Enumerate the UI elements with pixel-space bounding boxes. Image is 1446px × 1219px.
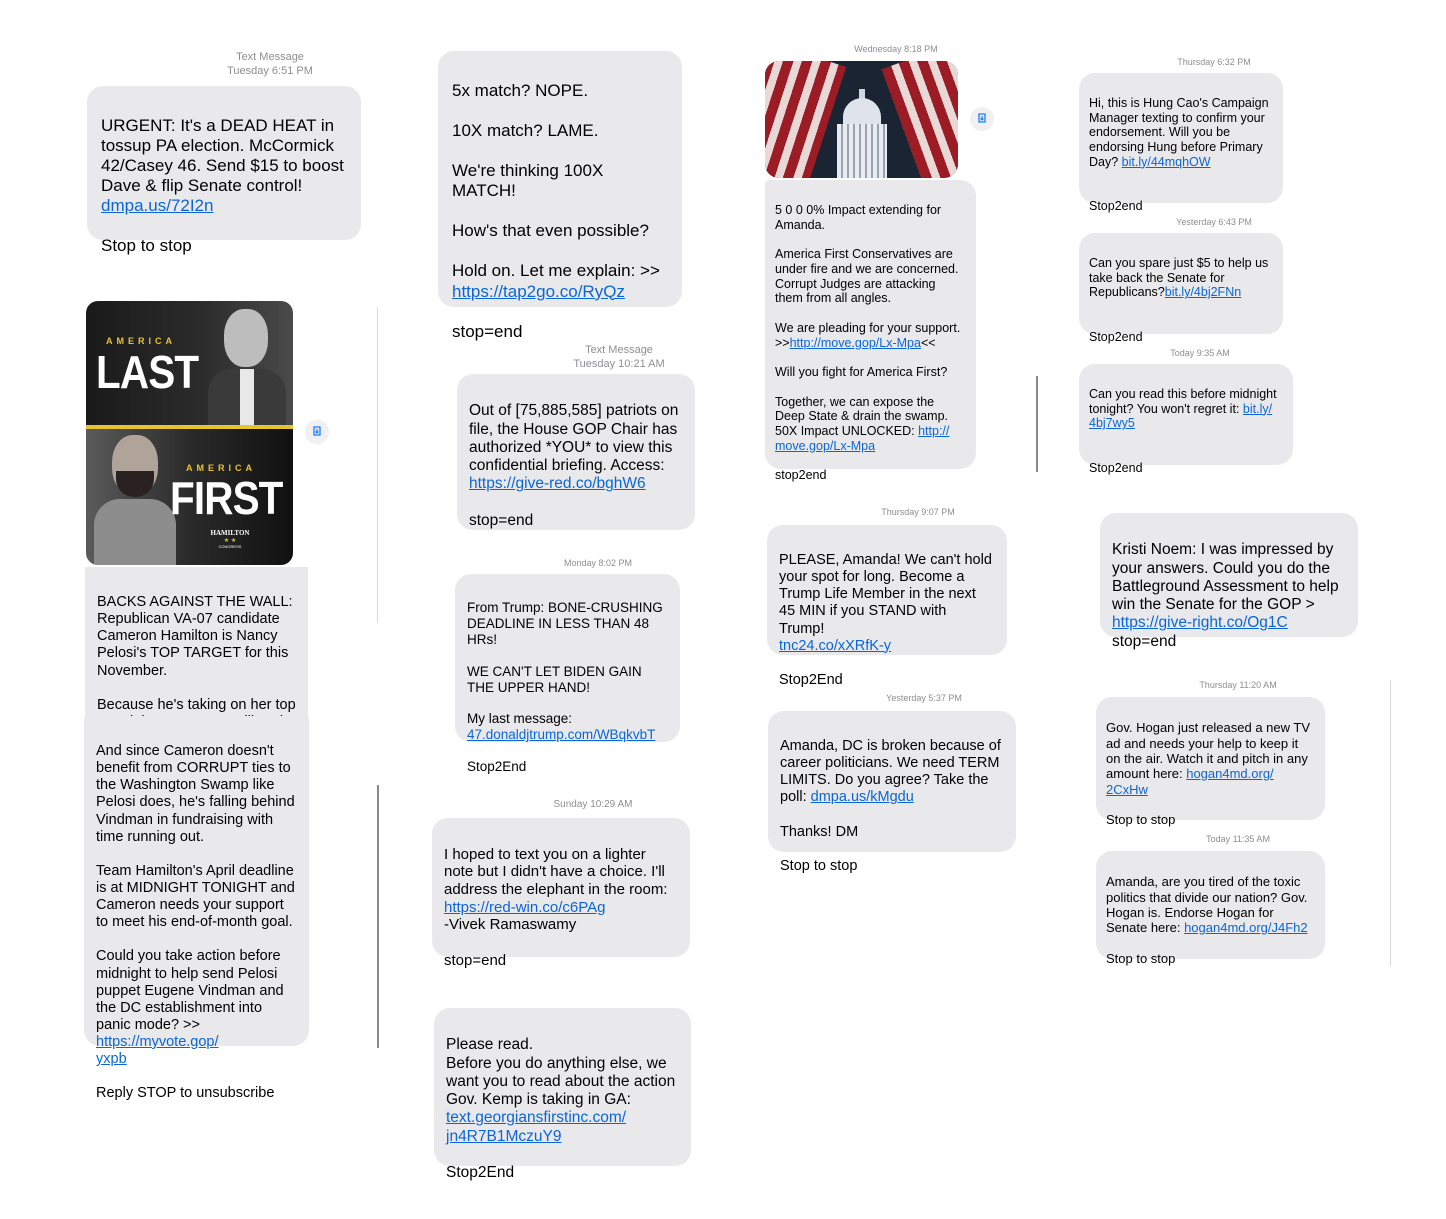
message-text: Amanda, DC is broken because of career politicians. We need TERM LIMITS. Do you agree? Take the poll: (780, 738, 1001, 806)
message-link[interactable]: bit.ly/ 4bj7wy5 (1089, 401, 1273, 431)
timestamp: Thursday 11:20 AM (1199, 680, 1277, 690)
message-text: Reply STOP to unsubscribe (96, 1085, 275, 1102)
message-text: 5x match? NOPE. 10X match? LAME. We're thinking 100X MATCH! How's that even possible? Hold on. Let me explain: >> (452, 81, 660, 281)
message-bubble (457, 374, 695, 530)
timestamp: Monday 8:02 PM (563, 558, 633, 568)
message-text: From Trump: BONE-CRUSHING DEADLINE IN LESS THAN 48 HRs! WE CAN'T LET BIDEN GAIN THE UPPER HAND! My last message: (467, 599, 663, 727)
message-link[interactable]: http:// move.gop/Lx-Mpa (775, 424, 950, 453)
message-link[interactable]: tnc24.co/xXRfK-y (779, 637, 892, 654)
message-link[interactable]: https://give-right.co/Og1C (1112, 614, 1288, 632)
timestamp: Thursday 6:32 PM (1177, 57, 1251, 67)
message-text: Kristi Noem: I was impressed by your answers. Could you do the Battleground Assessment to help win the Senate for the GOP > (1112, 541, 1339, 614)
message-bubble (767, 525, 1007, 688)
message-text: stop2end (775, 468, 827, 483)
image-top-panel (86, 301, 293, 427)
divider-line (1036, 376, 1038, 472)
message-bubble (84, 716, 309, 1102)
message-text: Out of [75,885,585] patriots on file, the House GOP Chair has authorized *YOU* to view this confidential briefing. Access: (469, 402, 679, 475)
message-bubble (87, 86, 361, 256)
message-bubble (438, 51, 682, 341)
message-link[interactable]: hogan4md.org/ 2CxHw (1106, 766, 1274, 797)
divider-line (377, 785, 379, 1048)
message-text: Stop2end (1089, 460, 1143, 475)
message-link[interactable]: 47.donaldjtrump.com/WBqkvbT (467, 727, 656, 743)
message-bubble (1096, 851, 1325, 966)
save-image-icon[interactable] (970, 107, 994, 131)
message-text: I hoped to text you on a lighter note but I didn't have a choice. I'll address the elephant in the room: (444, 845, 668, 899)
message-text: Stop2End (467, 759, 527, 775)
message-bubble (432, 818, 690, 969)
man-portrait (208, 309, 286, 427)
message-bubble (1079, 364, 1293, 475)
message-text: And since Cameron doesn't benefit from CORRUPT ties to the Washington Swamp like Pelosi does, he's falling behind Vindman in fundraising with time running out. Team Hamilton's April deadline is at MIDNIGHT TONIGHT and Cameron needs your support to meet his end-of-month goal. Could you take action before midnight to help send Pelosi puppet Eugene Vindman and the DC establishment into panic mode? >> (96, 743, 295, 1033)
message-text: Stop2End (779, 671, 843, 688)
message-text: stop=end (469, 511, 534, 529)
timestamp: Sunday 10:29 AM (553, 799, 633, 810)
message-text: << Will you fight for America First? Together, we can expose the Deep State & drain the swamp. 50X Impact UNLOCKED: (775, 335, 949, 438)
message-link[interactable]: http://move.gop/Lx-Mpa (789, 335, 921, 350)
message-link[interactable]: dmpa.us/72I2n (101, 196, 214, 216)
message-text: -Vivek Ramaswamy stop=end (444, 916, 577, 969)
save-image-icon[interactable] (305, 420, 329, 444)
attached-image[interactable] (765, 61, 958, 178)
message-text: PLEASE, Amanda! We can't hold your spot for long. Become a Trump Life Member in the next 45 MIN if you STAND with Trump! (779, 552, 992, 637)
message-bubble (455, 574, 680, 775)
capitol-dome (837, 89, 887, 178)
timestamp: Wednesday 8:18 PM (854, 44, 938, 54)
message-link[interactable]: hogan4md.org/J4Fh2 (1184, 920, 1308, 936)
message-text: BACKS AGAINST THE WALL: Republican VA-07 candidate Cameron Hamilton is Nancy Pelosi's TOP TARGET for this November. Because he's taking on her top (97, 594, 296, 713)
timestamp: Yesterday 5:37 PM (886, 693, 962, 703)
message-link[interactable]: text.georgiansfirstinc.com/ jn4R7B1MczuY9 (446, 1109, 627, 1145)
message-bubble (85, 567, 308, 727)
message-bubble (1096, 697, 1325, 828)
promo-big-text: FIRST (170, 472, 283, 524)
divider-line (1390, 680, 1391, 966)
promo-big-text: LAST (96, 346, 199, 398)
message-bubble (768, 711, 1016, 874)
message-text: Can you spare just $5 to help us take back the Senate for Republicans? (1089, 255, 1269, 300)
message-bubble (765, 180, 976, 483)
message-text: stop=end (1112, 632, 1177, 650)
message-text: Thanks! DM Stop to stop (780, 823, 859, 874)
message-text: Hi, this is Hung Cao's Campaign Manager texting to confirm your endorsement. Will you be endorsing Hung before Primary Day? (1089, 95, 1269, 169)
timestamp: Text Message Tuesday 10:21 AM (573, 344, 665, 371)
man-portrait (94, 435, 176, 565)
attached-image[interactable] (86, 301, 293, 565)
divider-line (377, 307, 378, 623)
message-text: Please read. Before you do anything else, we want you to read about the action Gov. Kemp is taking in GA: (446, 1036, 676, 1109)
timestamp: Thursday 9:07 PM (881, 507, 955, 517)
timestamp: Today 9:35 AM (1170, 348, 1230, 358)
message-bubble (1079, 233, 1283, 344)
message-text: Can you read this before midnight tonight? You won't regret it: (1089, 386, 1277, 416)
message-text: Stop to stop (1106, 812, 1176, 828)
message-text: Gov. Hogan just released a new TV ad and needs your help to keep it on the air. Watch it and pitch in any amount here: (1106, 720, 1311, 782)
message-bubble (1079, 73, 1283, 213)
promo-small-text: AMERICA (106, 336, 176, 346)
message-link[interactable]: bit.ly/44mqhOW (1121, 154, 1211, 169)
message-text: Stop to stop (1106, 950, 1176, 966)
message-link[interactable]: https://give-red.co/bghW6 (469, 475, 646, 493)
timestamp: Yesterday 6:43 PM (1176, 217, 1252, 227)
timestamp: Today 11:35 AM (1206, 834, 1270, 844)
message-bubble (434, 1008, 691, 1182)
flag-stripes (882, 61, 958, 178)
message-text: Stop2end (1089, 199, 1143, 213)
message-text: Stop2end (1089, 329, 1143, 344)
message-text: URGENT: It's a DEAD HEAT in tossup PA election. McCormick 42/Casey 46. Send $15 to boost Dave & flip Senate control! (101, 116, 344, 196)
message-link[interactable]: bit.ly/4bj2FNn (1164, 285, 1242, 300)
message-text: stop=end (452, 321, 523, 341)
flag-stripes (765, 61, 846, 178)
message-link[interactable]: https://myvote.gop/ yxpb (96, 1033, 219, 1068)
message-bubble (1100, 513, 1358, 650)
message-link[interactable]: https://red-win.co/c6PAg (444, 898, 606, 916)
promo-small-text: AMERICA (186, 463, 256, 473)
message-link[interactable]: https://tap2go.co/RyQz (452, 281, 625, 301)
hamilton-badge: HAMILTON ★ ★ CONGRESS (208, 529, 252, 549)
timestamp: Text Message Tuesday 6:51 PM (227, 51, 313, 78)
message-text: Stop to stop (101, 236, 192, 256)
message-text: Stop2End (446, 1164, 515, 1182)
message-text: Amanda, are you tired of the toxic politics that divide our nation? Gov. Hogan is. Endorse Hogan for Senate here: (1106, 874, 1308, 936)
star-icon: ★ ★ (223, 538, 237, 544)
image-bottom-panel (86, 429, 293, 565)
message-link[interactable]: dmpa.us/kMgdu (810, 789, 914, 806)
message-text: 5 0 0 0% Impact extending for Amanda. America First Conservatives are under fire and we are concerned. Corrupt Judges are attacking them from all angles. We are pleading for your support. >> (775, 202, 961, 350)
